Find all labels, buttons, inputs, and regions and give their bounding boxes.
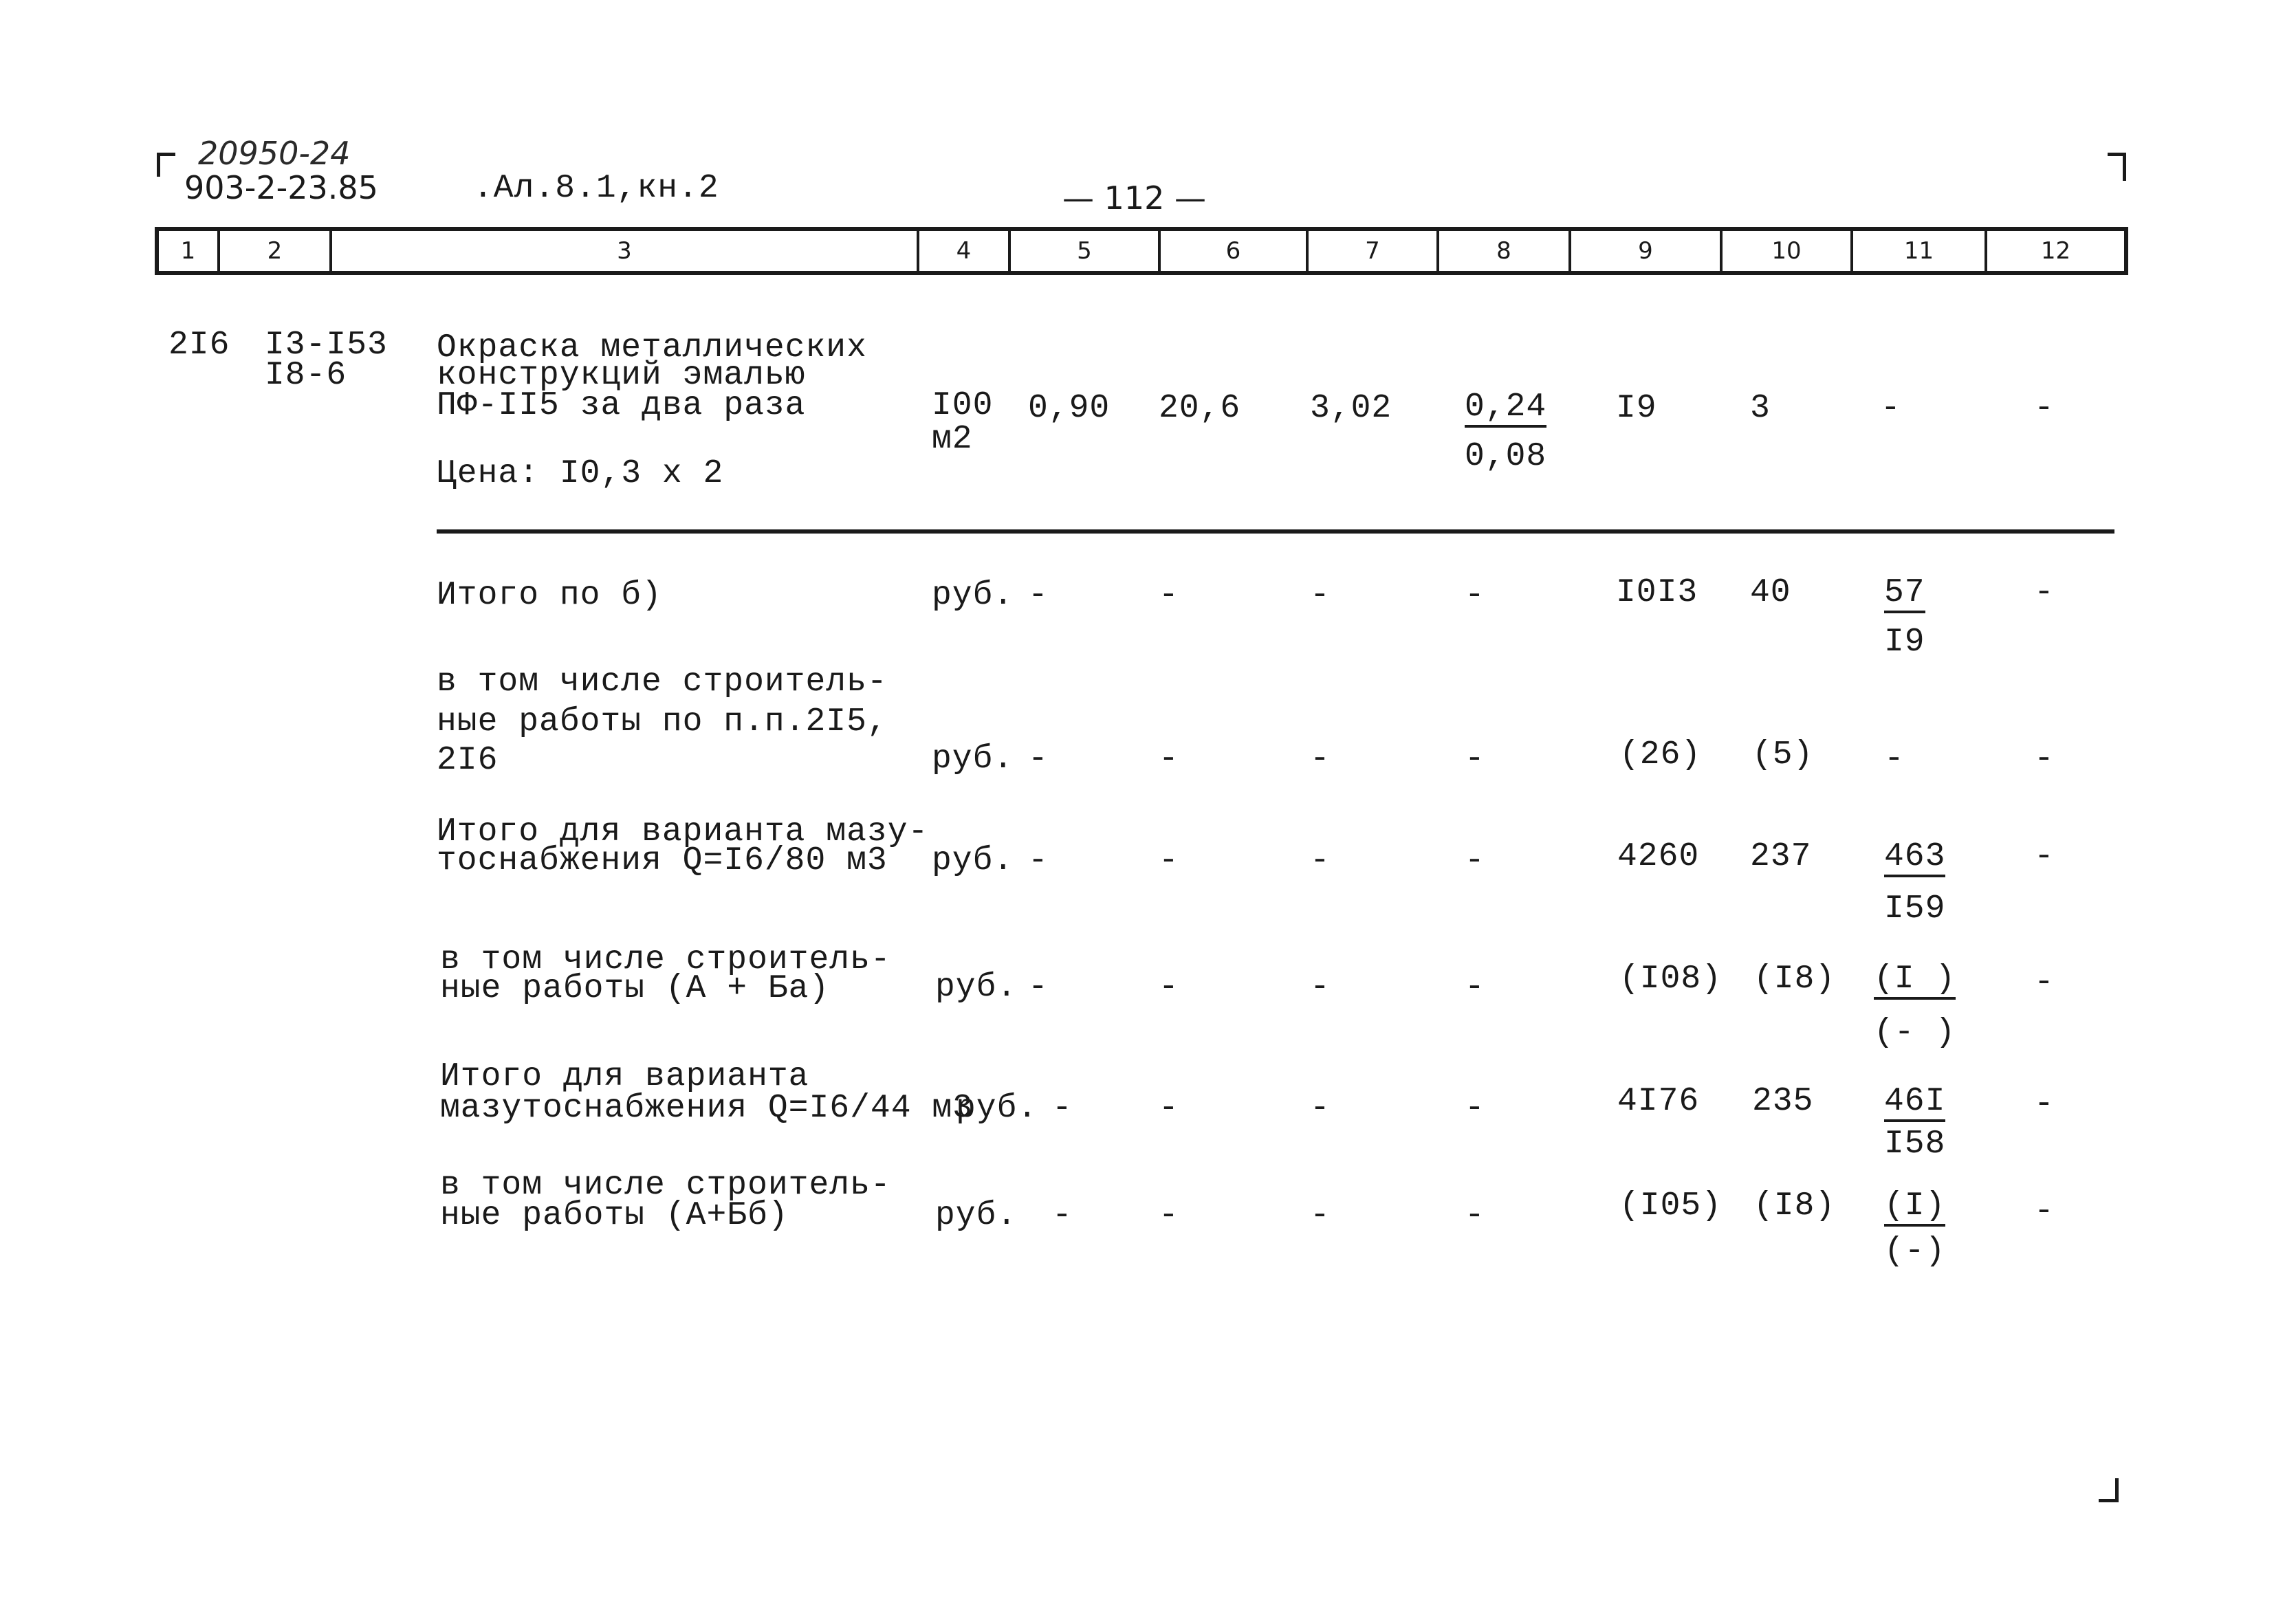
row-col8: -: [1465, 969, 1485, 1006]
table-header: [155, 227, 2128, 275]
page-number: — 112 —: [1062, 179, 1207, 217]
row-col9: (I08): [1619, 961, 1723, 998]
column-header-11: 11: [1850, 231, 1985, 271]
row-col7: -: [1310, 577, 1331, 614]
row-col10: 235: [1752, 1083, 1814, 1120]
column-header-4: 4: [917, 231, 1008, 271]
row-col11-top: -: [1884, 740, 1905, 778]
row-label: Итого для варианта мазу-: [437, 813, 929, 851]
entry-col9: I9: [1616, 390, 1657, 427]
entry-col7: 3,02: [1310, 390, 1392, 427]
entry-price: Цена: I0,3 x 2: [437, 455, 724, 492]
row-label: в том числе строитель-: [440, 1167, 891, 1204]
entry-col8-bottom: 0,08: [1465, 438, 1547, 475]
album-ref: .Ал.8.1,кн.2: [473, 170, 719, 207]
row-col10: (I8): [1753, 961, 1836, 998]
row-col10: 40: [1750, 574, 1791, 611]
row-col12: -: [2034, 1193, 2055, 1230]
row-col8: -: [1465, 1197, 1485, 1234]
row-col5: -: [1028, 842, 1049, 879]
row-col8: -: [1465, 740, 1485, 778]
row-col12: -: [2034, 740, 2055, 778]
row-col10: (5): [1752, 736, 1814, 773]
entry-col6: 20,6: [1159, 390, 1241, 427]
row-col11-top: 57: [1884, 576, 1925, 613]
row-col11-bottom: I9: [1884, 624, 1925, 661]
row-col11-top: (I ): [1874, 963, 1956, 1000]
column-header-7: 7: [1306, 231, 1436, 271]
row-col9: I0I3: [1616, 574, 1698, 611]
entry-description-2: конструкций эмалью: [437, 357, 806, 394]
row-label: 2I6: [437, 742, 499, 779]
row-col9: (I05): [1619, 1187, 1723, 1225]
row-col11-top: 46I: [1884, 1085, 1945, 1122]
row-col6: -: [1159, 1197, 1179, 1234]
row-col6: -: [1159, 740, 1179, 778]
entry-unit-2: м2: [932, 421, 973, 458]
row-col7: -: [1310, 740, 1331, 778]
entry-code-2: I8-6: [265, 357, 347, 394]
column-header-8: 8: [1436, 231, 1568, 271]
row-col6: -: [1159, 1090, 1179, 1127]
row-col6: -: [1159, 969, 1179, 1006]
row-col11-bottom: I59: [1884, 890, 1946, 928]
corner-mark-top-left: [157, 153, 175, 177]
entry-description-3: ПФ-II5 за два раза: [437, 387, 806, 424]
row-unit: руб.: [932, 740, 1014, 778]
row-col9: 4260: [1617, 838, 1700, 875]
row-col12: -: [2034, 574, 2055, 611]
column-header-3: 3: [329, 231, 917, 271]
column-header-10: 10: [1720, 231, 1850, 271]
row-col7: -: [1310, 969, 1331, 1006]
entry-col10: 3: [1750, 390, 1771, 427]
row-col9: 4I76: [1617, 1083, 1700, 1120]
row-label: Итого по б): [437, 577, 662, 614]
row-label: в том числе строитель-: [440, 941, 891, 978]
row-col8: -: [1465, 1090, 1485, 1127]
corner-mark-bottom-right: [2099, 1478, 2119, 1502]
entry-description-1: Окраска металлических: [437, 329, 867, 366]
row-unit: руб.: [932, 842, 1014, 879]
row-col6: -: [1159, 842, 1179, 879]
column-header-2: 2: [217, 231, 329, 271]
row-unit: руб.: [932, 577, 1014, 614]
column-header-12: 12: [1985, 231, 2124, 271]
row-label: ные работы (А + Ба): [440, 970, 830, 1007]
column-header-1: 1: [180, 237, 196, 265]
row-col10: 237: [1750, 838, 1812, 875]
row-label: мазутоснабжения Q=I6/44 м3: [440, 1090, 973, 1127]
row-col5: -: [1028, 740, 1049, 778]
column-header-6: 6: [1158, 231, 1306, 271]
row-col11-bottom: I58: [1884, 1126, 1946, 1163]
handwritten-number: 20950-24: [198, 135, 351, 172]
row-unit: руб.: [956, 1090, 1038, 1127]
row-label: в том числе строитель-: [437, 663, 888, 701]
corner-mark-top-right: [2108, 153, 2126, 181]
column-header-5: 5: [1008, 231, 1158, 271]
row-col11-bottom: (- ): [1874, 1014, 1956, 1051]
doc-code: 903-2-23.85: [184, 169, 378, 206]
row-label: тоснабжения Q=I6/80 м3: [437, 842, 888, 879]
row-col12: -: [2034, 838, 2055, 875]
entry-col11: -: [1881, 390, 1901, 427]
entry-number: 2I6: [168, 327, 230, 364]
entry-col8-top: 0,24: [1465, 391, 1546, 428]
row-unit: руб.: [935, 969, 1018, 1006]
row-col10: (I8): [1753, 1187, 1836, 1225]
row-col7: -: [1310, 842, 1331, 879]
entry-col12: -: [2034, 390, 2055, 427]
row-label: ные работы по п.п.2I5,: [437, 703, 888, 740]
row-col8: -: [1465, 577, 1485, 614]
entry-col5: 0,90: [1028, 390, 1111, 427]
row-col5: -: [1028, 577, 1049, 614]
row-col7: -: [1310, 1090, 1331, 1127]
row-col7: -: [1310, 1197, 1331, 1234]
row-col11-top: (I): [1884, 1189, 1945, 1227]
entry-unit-1: I00: [932, 387, 994, 424]
row-label: Итого для варианта: [440, 1058, 809, 1095]
column-header-9: 9: [1568, 231, 1720, 271]
row-col12: -: [2034, 964, 2055, 1001]
row-col11-bottom: (-): [1884, 1233, 1946, 1270]
row-col12: -: [2034, 1086, 2055, 1123]
row-col5: -: [1028, 969, 1049, 1006]
row-col8: -: [1465, 842, 1485, 879]
row-col5: -: [1052, 1197, 1073, 1234]
entry-code-1: I3-I53: [265, 327, 388, 364]
row-col5: -: [1052, 1090, 1073, 1127]
section-separator: [437, 529, 2114, 534]
row-col9: (26): [1619, 736, 1702, 773]
row-col6: -: [1159, 577, 1179, 614]
row-label: ные работы (А+Бб): [440, 1197, 789, 1234]
row-unit: руб.: [935, 1197, 1018, 1234]
row-col11-top: 463: [1884, 840, 1945, 877]
